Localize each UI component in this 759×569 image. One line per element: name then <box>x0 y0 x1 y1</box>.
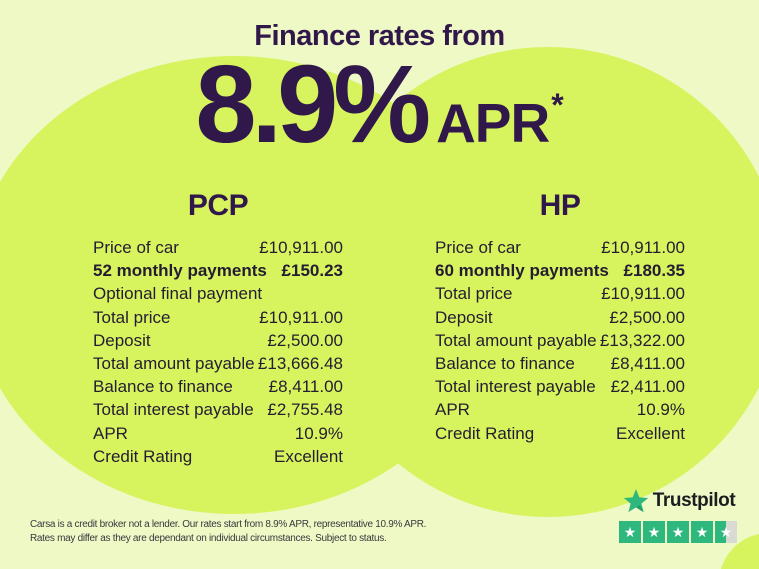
legal-disclaimer <box>30 518 450 545</box>
row-value: Excellent <box>616 423 685 443</box>
trustpilot-star-icon <box>623 488 649 514</box>
table-row <box>93 352 343 375</box>
pcp-title: PCP <box>187 189 249 222</box>
row-value: £2,500.00 <box>267 330 343 350</box>
row-label: Optional final payment <box>93 284 263 304</box>
table-row <box>93 445 343 468</box>
row-label: Total price <box>435 284 513 304</box>
footnote-asterisk: * <box>551 87 564 123</box>
disclaimer-line: Carsa is a credit broker not a lender. Our rates start from 8.9% APR, representative 10.9% APR. <box>30 519 427 530</box>
table-row <box>435 282 685 305</box>
table-row <box>435 259 685 282</box>
table-row <box>435 306 685 329</box>
row-value: £13,666.48 <box>257 354 343 374</box>
row-label: Total interest payable <box>435 377 596 397</box>
table-row <box>93 306 343 329</box>
row-value: 10.9% <box>294 423 343 443</box>
table-row <box>93 236 343 259</box>
row-value: £10,911.00 <box>259 307 343 327</box>
table-row <box>435 375 685 398</box>
trustpilot-widget[interactable] <box>619 488 739 543</box>
row-label: Balance to finance <box>435 354 575 374</box>
half-star-icon: ★ <box>715 521 737 543</box>
rate-unit: APR <box>436 92 550 154</box>
pcp-finance-table <box>93 190 343 468</box>
table-row <box>435 236 685 259</box>
trustpilot-rating-stars <box>619 521 739 543</box>
star-icon: ★ <box>691 521 713 543</box>
row-label: 52 monthly payments <box>93 261 267 281</box>
row-label: Balance to finance <box>93 377 233 397</box>
star-icon: ★ <box>643 521 665 543</box>
star-icon: ★ <box>667 521 689 543</box>
row-label: Deposit <box>93 330 151 350</box>
rate-value: 8.9% <box>195 43 427 166</box>
star-icon: ★ <box>619 521 641 543</box>
table-row <box>93 398 343 421</box>
row-value: 10.9% <box>636 400 685 420</box>
table-row <box>93 422 343 445</box>
row-label: APR <box>93 423 128 443</box>
row-label: Total amount payable <box>435 330 597 350</box>
row-value: £150.23 <box>281 261 343 281</box>
disclaimer-line: Rates may differ as they are dependant on individual circumstances. Subject to status. <box>30 532 387 544</box>
row-value: £10,911.00 <box>259 238 343 257</box>
hp-finance-table <box>435 190 685 445</box>
table-row <box>93 329 343 352</box>
row-label: Credit Rating <box>93 446 193 466</box>
table-row <box>435 398 685 421</box>
row-label: 60 monthly payments <box>435 261 609 281</box>
row-label: APR <box>435 400 470 420</box>
row-value: £10,911.00 <box>601 238 685 257</box>
table-row <box>93 375 343 398</box>
table-row <box>93 282 343 305</box>
row-value: £10,911.00 <box>601 284 685 304</box>
table-row <box>435 329 685 352</box>
trustpilot-logo <box>619 488 739 514</box>
headline-rate <box>0 43 759 166</box>
table-row <box>435 352 685 375</box>
row-label: Total interest payable <box>93 400 254 420</box>
row-value: £8,411.00 <box>268 377 343 397</box>
table-row <box>435 422 685 445</box>
row-label: Price of car <box>435 238 521 257</box>
page-title: Finance rates from <box>254 20 505 52</box>
table-row <box>93 259 343 282</box>
row-value: £2,755.48 <box>267 400 343 420</box>
row-value: £180.35 <box>623 261 685 281</box>
trustpilot-wordmark: Trustpilot <box>652 490 736 511</box>
row-label: Price of car <box>93 238 179 257</box>
row-value: £2,500.00 <box>609 307 685 327</box>
row-value: Excellent <box>274 446 343 466</box>
row-label: Total amount payable <box>93 354 255 374</box>
row-label: Total price <box>93 307 171 327</box>
row-value: £13,322.00 <box>599 330 685 350</box>
row-value: £2,411.00 <box>610 377 685 397</box>
row-label: Credit Rating <box>435 423 535 443</box>
hp-title: HP <box>539 189 581 222</box>
row-value: £8,411.00 <box>610 354 685 374</box>
row-label: Deposit <box>435 307 493 327</box>
